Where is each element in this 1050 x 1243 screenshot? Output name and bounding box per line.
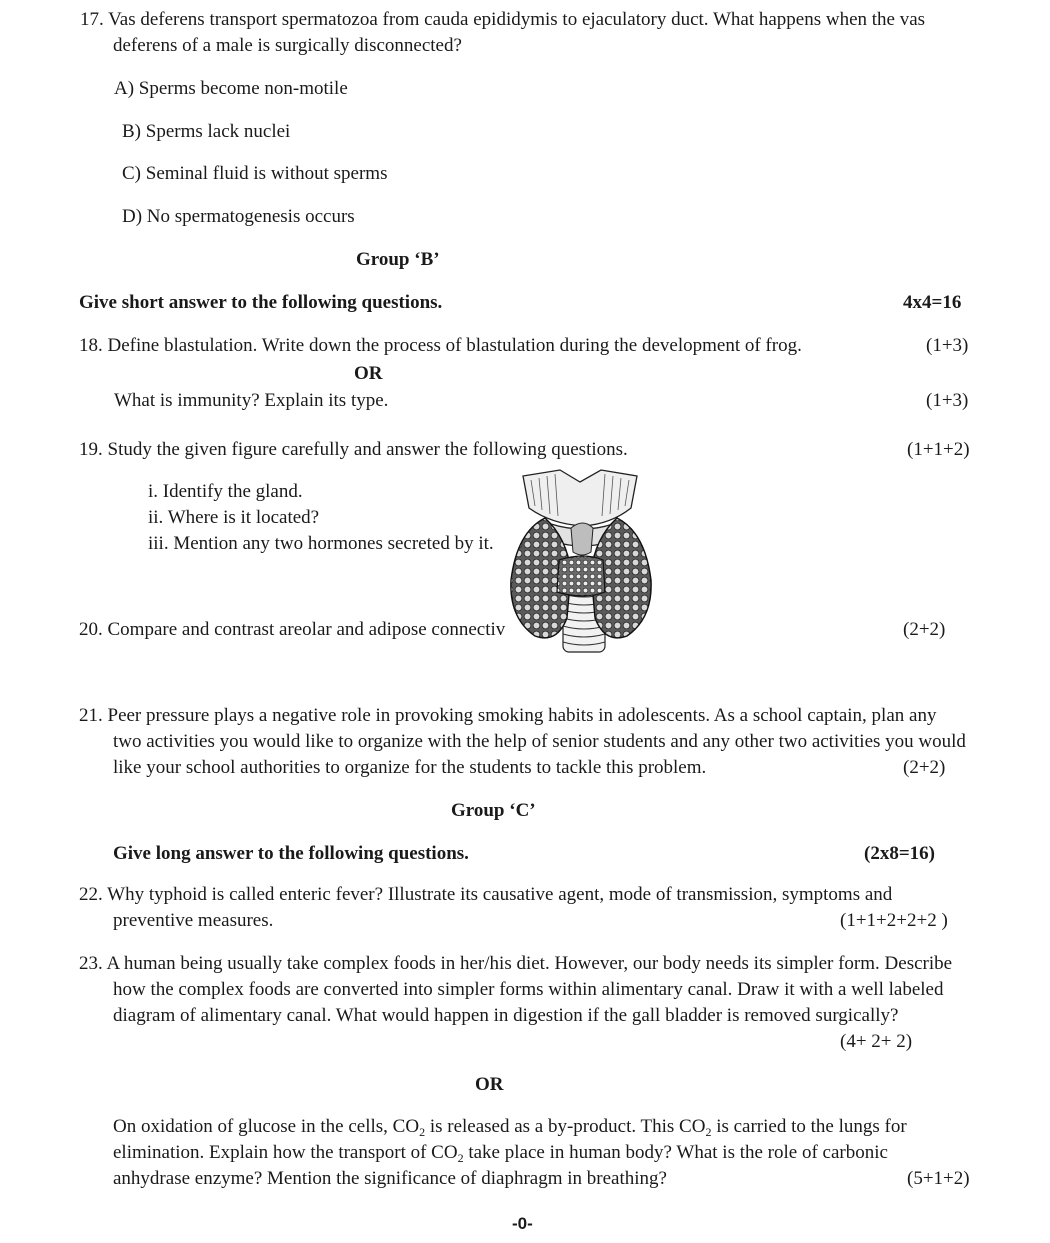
q18-marks: (1+3): [926, 335, 969, 356]
q22-line1: 22. Why typhoid is called enteric fever? Illustrate its causative agent, mode of transmission, symptoms and: [79, 884, 893, 905]
group-c-instruction: Give long answer to the following questions.: [113, 843, 469, 864]
page-number: -0-: [512, 1214, 533, 1233]
q17-option-d: D) No spermatogenesis occurs: [122, 206, 355, 227]
q19-text: 19. Study the given figure carefully and answer the following questions.: [79, 439, 628, 460]
q21-line2: two activities you would like to organize with the help of senior students and any other two activities you would: [113, 731, 966, 752]
q18-text: 18. Define blastulation. Write down the process of blastulation during the development of frog.: [79, 335, 802, 356]
thyroid-gland-illustration-icon: [505, 468, 655, 658]
group-c-marks: (2x8=16): [864, 843, 935, 864]
q18-alt-marks: (1+3): [926, 390, 969, 411]
q22-line2: preventive measures.: [113, 910, 274, 931]
q17-option-c: C) Seminal fluid is without sperms: [122, 163, 388, 184]
q23-or: OR: [475, 1074, 504, 1095]
q20-text: 20. Compare and contrast areolar and adipose connectiv: [79, 619, 506, 640]
q23-alt-line2: elimination. Explain how the transport of $CO_2$ take place in human body? What is the role of carbonic: [113, 1142, 888, 1165]
q23-line1: 23. A human being usually take complex foods in her/his diet. However, our body needs its simpler form. Describe: [79, 953, 953, 974]
group-c-heading: Group ‘C’: [451, 800, 536, 821]
group-b-heading: Group ‘B’: [356, 249, 440, 270]
q19-sub-i: i. Identify the gland.: [148, 481, 303, 502]
q21-line3: like your school authorities to organize for the students to tackle this problem.: [113, 757, 707, 778]
q23-marks: (4+ 2+ 2): [840, 1031, 913, 1052]
q21-marks: (2+2): [903, 757, 946, 778]
q17-line2: deferens of a male is surgically disconnected?: [113, 35, 462, 56]
group-b-instruction: Give short answer to the following questions.: [79, 292, 443, 313]
q18-or: OR: [354, 363, 383, 384]
q17-option-a: A) Sperms become non-motile: [114, 78, 348, 99]
q19-sub-ii: ii. Where is it located?: [148, 507, 320, 528]
q17-option-b: B) Sperms lack nuclei: [122, 121, 291, 142]
q21-line1: 21. Peer pressure plays a negative role in provoking smoking habits in adolescents. As a school captain, plan any: [79, 705, 937, 726]
q20-marks: (2+2): [903, 619, 946, 640]
q19-sub-iii: iii. Mention any two hormones secreted by it.: [148, 533, 494, 554]
q23-line3: diagram of alimentary canal. What would happen in digestion if the gall bladder is removed surgically?: [113, 1005, 899, 1026]
q18-alt-text: What is immunity? Explain its type.: [114, 390, 389, 411]
q23-alt-line3: anhydrase enzyme? Mention the significance of diaphragm in breathing?: [113, 1168, 667, 1189]
q23-line2: how the complex foods are converted into simpler forms within alimentary canal. Draw it with a well labeled: [113, 979, 944, 1000]
group-b-marks: 4x4=16: [903, 292, 962, 313]
q22-marks: (1+1+2+2+2 ): [840, 910, 948, 931]
q23-alt-line1: On oxidation of glucose in the cells, $CO_2$ is released as a by-product. This $CO_2$ is carried to the lungs for: [113, 1116, 907, 1139]
q17-line1: 17. Vas deferens transport spermatozoa from cauda epididymis to ejaculatory duct. What happens when the vas: [80, 9, 926, 30]
q19-marks: (1+1+2): [907, 439, 970, 460]
q23-alt-marks: (5+1+2): [907, 1168, 970, 1189]
